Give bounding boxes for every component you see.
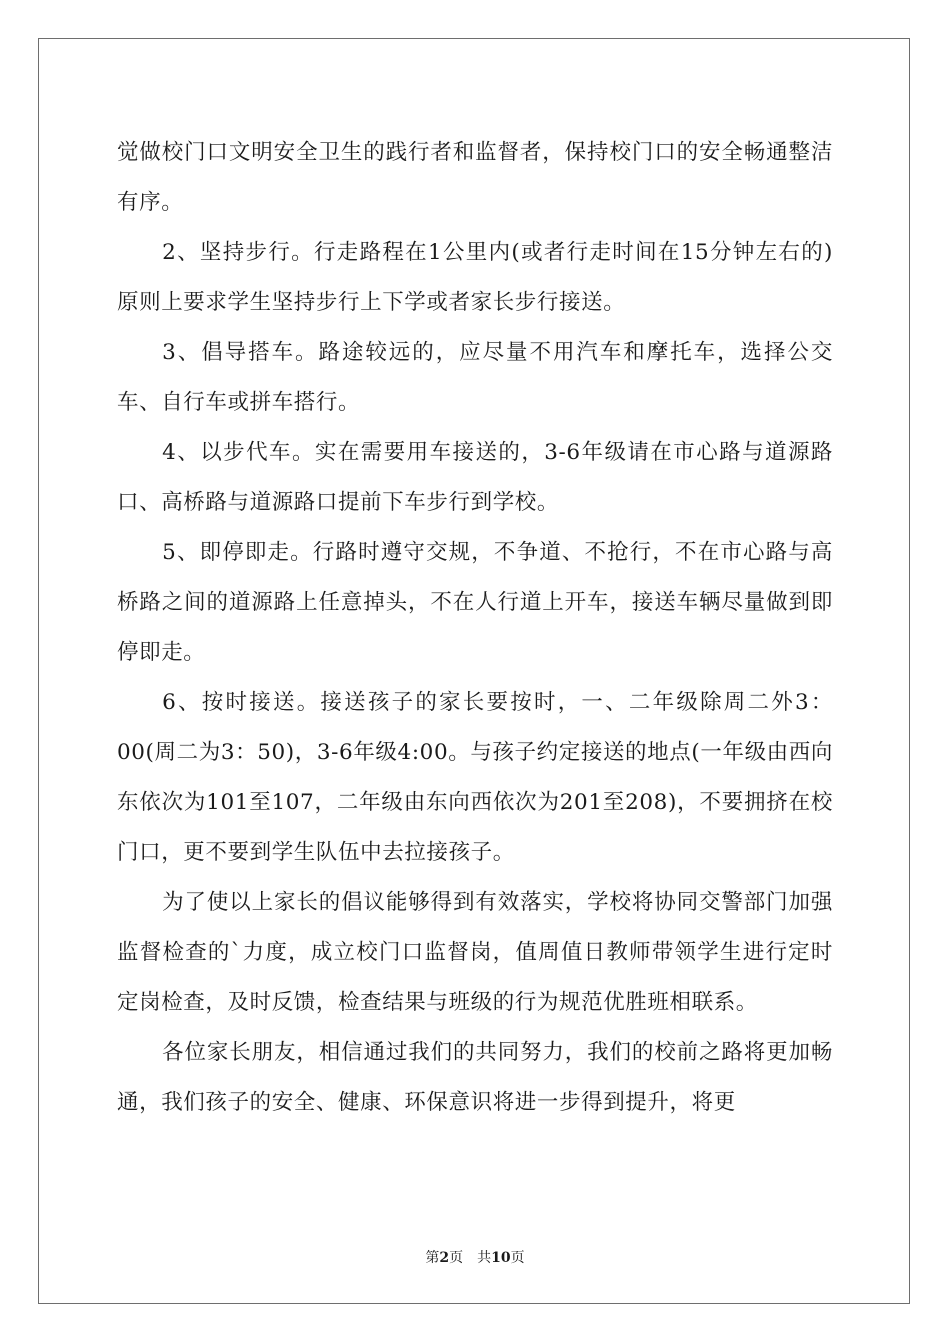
paragraph-closing: 各位家长朋友，相信通过我们的共同努力，我们的校前之路将更加畅通，我们孩子的安全、健康、环保意识将进一步得到提升，将更 — [117, 1040, 833, 1115]
page-number: 2 — [439, 1250, 450, 1266]
document-body — [117, 128, 833, 1128]
page-footer — [0, 1247, 950, 1267]
total-pages: 10 — [491, 1250, 511, 1266]
page-label-prefix: 第 — [425, 1250, 440, 1266]
paragraph-school-measures: 为了使以上家长的倡议能够得到有效落实，学校将协同交警部门加强监督检查的`力度，成立校门口监督岗，值周值日教师带领学生进行定时定岗检查，及时反馈，检查结果与班级的行为规范优胜班相联系。 — [117, 890, 833, 1015]
paragraph-item-5: 5、即停即走。行路时遵守交规，不争道、不抢行，不在市心路与高桥路之间的道源路上任意掉头，不在人行道上开车，接送车辆尽量做到即停即走。 — [117, 540, 833, 665]
paragraph-item-3: 3、倡导搭车。路途较远的，应尽量不用汽车和摩托车，选择公交车、自行车或拼车搭行。 — [117, 340, 833, 415]
paragraph-item-2: 2、坚持步行。行走路程在1公里内(或者行走时间在15分钟左右的)原则上要求学生坚持步行上下学或者家长步行接送。 — [117, 240, 833, 315]
paragraph-item-4: 4、以步代车。实在需要用车接送的，3-6年级请在市心路与道源路口、高桥路与道源路口提前下车步行到学校。 — [117, 440, 833, 515]
paragraph-continuation: 觉做校门口文明安全卫生的践行者和监督者，保持校门口的安全畅通整洁有序。 — [117, 140, 833, 215]
page-label-suffix: 页 — [449, 1250, 464, 1266]
total-label-prefix: 共 — [477, 1250, 492, 1266]
total-label-suffix: 页 — [510, 1250, 525, 1266]
paragraph-item-6: 6、按时接送。接送孩子的家长要按时，一、二年级除周二外3：00(周二为3：50)，3-6年级4:00。与孩子约定接送的地点(一年级由西向东依次为101至107，二年级由东向西依次为201至208)，不要拥挤在校门口，更不要到学生队伍中去拉接孩子。 — [117, 690, 833, 865]
